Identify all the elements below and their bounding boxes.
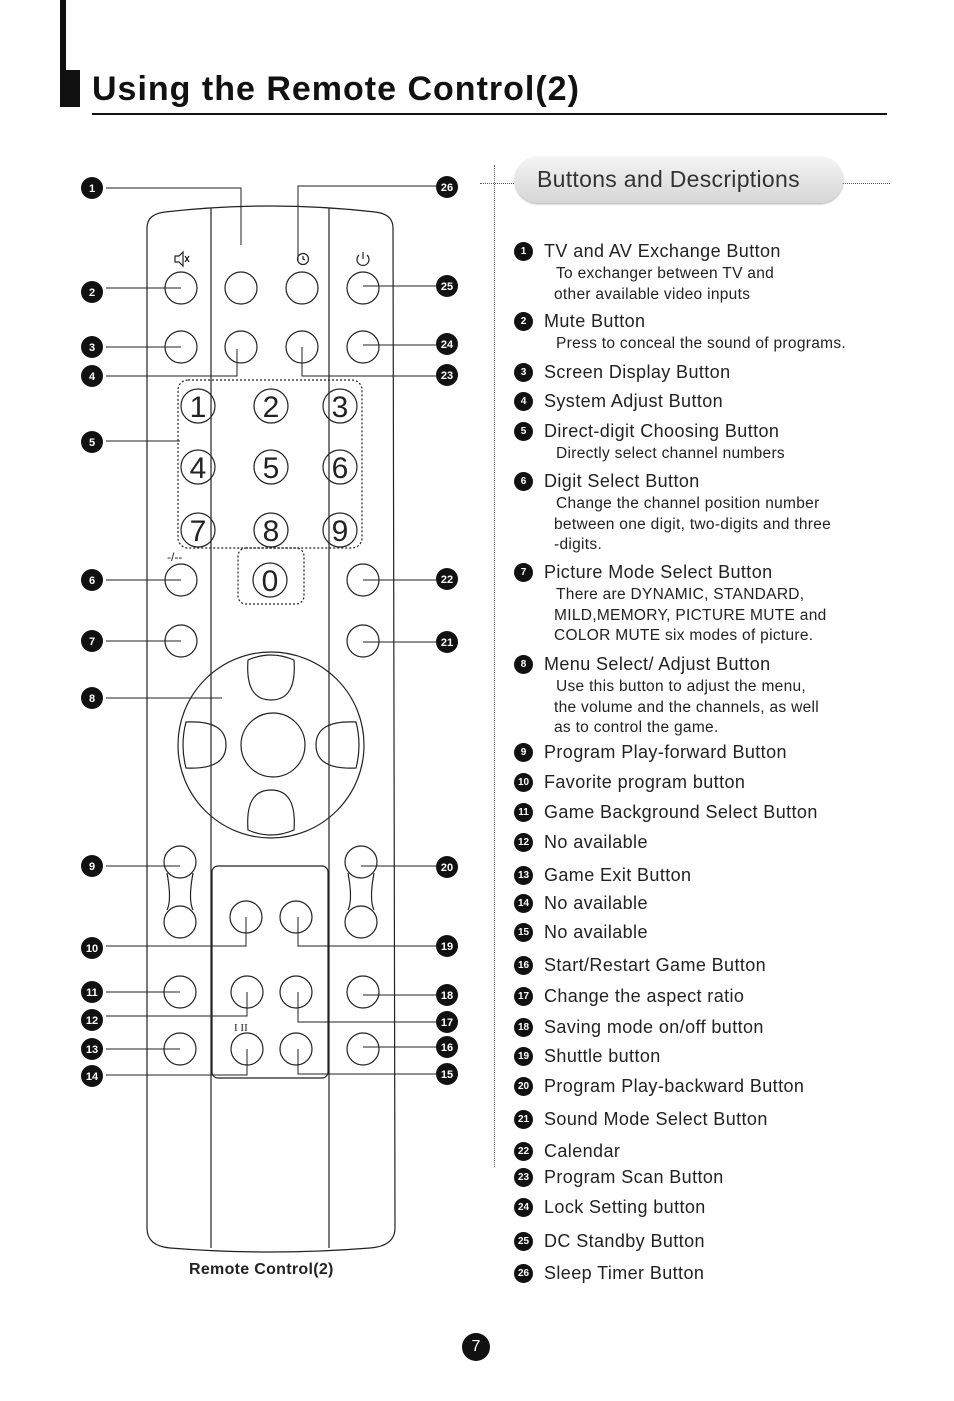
- description-number-17: 17: [514, 987, 533, 1006]
- description-text-5: Directly select channel numbers: [556, 445, 785, 462]
- callout-label-20: 20: [440, 862, 454, 874]
- navigation-disk: [178, 652, 364, 838]
- description-number-19: 19: [514, 1047, 533, 1066]
- saving-mode-button: [347, 976, 379, 1008]
- navigation-up-button: [248, 655, 295, 700]
- callout-label-8: 8: [88, 693, 96, 705]
- description-number-3: 3: [514, 363, 533, 382]
- description-text-1: To exchanger between TV and: [556, 265, 775, 282]
- digit-label-7: 7: [189, 515, 207, 548]
- description-title-24: Lock Setting button: [544, 1197, 706, 1217]
- description-title-26: Sleep Timer Button: [544, 1263, 705, 1283]
- callout-leaders: [106, 186, 436, 1075]
- system-adjust-button: [225, 331, 257, 363]
- callout-markers: [81, 176, 458, 1087]
- description-number-11: 11: [514, 803, 533, 822]
- digit-label-4: 4: [189, 452, 207, 485]
- aspect-ratio-button: [280, 976, 312, 1008]
- clock-icon-hands: [303, 256, 305, 260]
- description-number-12: 12: [514, 833, 533, 852]
- description-title-4: System Adjust Button: [544, 391, 724, 411]
- navigation-down-button: [248, 790, 295, 835]
- description-text-6: -digits.: [554, 536, 603, 553]
- digit-label-1: 1: [189, 391, 207, 424]
- digit-label-8: 8: [262, 515, 280, 548]
- description-text-8: the volume and the channels, as well: [554, 698, 819, 716]
- callout-label-15: 15: [440, 1069, 454, 1081]
- description-title-1: TV and AV Exchange Button: [544, 241, 781, 261]
- description-text-7: MILD,MEMORY, PICTURE MUTE and: [554, 606, 827, 624]
- rocker-right-line-a: [348, 873, 351, 910]
- digit-label-0: 0: [261, 565, 279, 598]
- description-title-16: Start/Restart Game Button: [544, 955, 767, 975]
- description-number-18: 18: [514, 1018, 533, 1037]
- callout-label-1: 1: [88, 183, 96, 195]
- page-number: 7: [462, 1333, 490, 1361]
- description-number-6: 6: [514, 472, 533, 491]
- description-number-20: 20: [514, 1077, 533, 1096]
- lock-setting-button: [347, 331, 379, 363]
- sound-mode-button: [347, 625, 379, 657]
- callout-label-19: 19: [440, 941, 454, 953]
- description-text-6: Change the channel position number: [556, 495, 820, 512]
- description-title-9: Program Play-forward Button: [544, 742, 787, 762]
- description-title-3: Screen Display Button: [544, 362, 731, 382]
- digit-keypad: [181, 389, 357, 598]
- digit-label-3: 3: [331, 391, 349, 424]
- section-title: Buttons and Descriptions: [537, 166, 800, 192]
- description-number-25: 25: [514, 1232, 533, 1251]
- navigation-center-button: [241, 713, 305, 777]
- callout-label-2: 2: [88, 287, 96, 299]
- lower-panel: [212, 866, 328, 1078]
- description-text-8: as to control the game.: [554, 719, 719, 736]
- description-number-15: 15: [514, 923, 533, 942]
- description-title-6: Digit Select Button: [544, 471, 700, 491]
- callout-label-22: 22: [440, 574, 454, 586]
- digit-label-9: 9: [331, 515, 349, 548]
- description-text-1: other available video inputs: [554, 285, 751, 303]
- remote-caption: Remote Control(2): [189, 1261, 334, 1278]
- tv-av-button: [225, 272, 257, 304]
- description-title-21: Sound Mode Select Button: [544, 1109, 768, 1129]
- callout-label-12: 12: [85, 1015, 99, 1027]
- callout-label-6: 6: [88, 575, 96, 587]
- digit-label-5: 5: [262, 452, 280, 485]
- description-number-16: 16: [514, 956, 533, 975]
- callout-label-5: 5: [88, 437, 96, 449]
- callout-label-24: 24: [440, 339, 454, 351]
- description-title-15: No available: [544, 922, 648, 942]
- play-forward-lower-button: [164, 906, 196, 938]
- callout-label-4: 4: [88, 371, 96, 383]
- description-title-25: DC Standby Button: [544, 1231, 705, 1251]
- column-divider: [494, 165, 495, 1167]
- header-dots-right: [842, 183, 890, 184]
- callout-label-18: 18: [440, 990, 454, 1002]
- description-title-8: Menu Select/ Adjust Button: [544, 654, 771, 674]
- callout-label-26: 26: [440, 182, 454, 194]
- description-title-14: No available: [544, 893, 648, 913]
- page-title: Using the Remote Control(2): [92, 70, 580, 108]
- description-title-11: Game Background Select Button: [544, 802, 818, 822]
- description-text-6: between one digit, two-digits and three: [554, 515, 832, 533]
- description-number-9: 9: [514, 743, 533, 762]
- callout-label-14: 14: [85, 1071, 99, 1083]
- description-number-26: 26: [514, 1264, 533, 1283]
- no-available-15-button: [347, 1033, 379, 1065]
- description-title-10: Favorite program button: [544, 772, 746, 792]
- callout-label-25: 25: [440, 281, 454, 293]
- callout-label-7: 7: [88, 636, 96, 648]
- remote-control-illustration: [0, 0, 494, 1300]
- description-number-14: 14: [514, 894, 533, 913]
- rocker-left-line-a: [167, 873, 170, 910]
- description-number-5: 5: [514, 422, 533, 441]
- description-number-10: 10: [514, 773, 533, 792]
- description-title-20: Program Play-backward Button: [544, 1076, 805, 1096]
- standby-button: [347, 272, 379, 304]
- description-text-8: Use this button to adjust the menu,: [556, 678, 807, 695]
- description-title-19: Shuttle button: [544, 1046, 661, 1066]
- start-game-button: [280, 1033, 312, 1065]
- description-title-23: Program Scan Button: [544, 1167, 724, 1187]
- description-number-13: 13: [514, 866, 533, 885]
- rocker-right-line-b: [372, 873, 375, 910]
- callout-label-16: 16: [440, 1042, 454, 1054]
- rocker-left-line-b: [191, 873, 194, 910]
- description-text-7: There are DYNAMIC, STANDARD,: [556, 586, 805, 603]
- description-title-17: Change the aspect ratio: [544, 986, 745, 1006]
- mute-icon: [175, 252, 183, 266]
- navigation-left-button: [183, 722, 226, 768]
- description-title-7: Picture Mode Select Button: [544, 562, 773, 582]
- description-number-23: 23: [514, 1168, 533, 1187]
- description-text-7: COLOR MUTE six modes of picture.: [554, 627, 814, 644]
- description-number-8: 8: [514, 655, 533, 674]
- description-number-7: 7: [514, 563, 533, 582]
- description-number-22: 22: [514, 1142, 533, 1161]
- digit-label-6: 6: [331, 452, 349, 485]
- callout-label-10: 10: [85, 943, 99, 955]
- description-number-1: 1: [514, 242, 533, 261]
- callout-label-11: 11: [86, 987, 98, 999]
- description-title-13: Game Exit Button: [544, 865, 692, 885]
- description-number-21: 21: [514, 1110, 533, 1129]
- description-title-5: Direct-digit Choosing Button: [544, 421, 780, 441]
- description-title-2: Mute Button: [544, 311, 646, 331]
- description-title-22: Calendar: [544, 1141, 621, 1161]
- description-number-2: 2: [514, 312, 533, 331]
- description-number-24: 24: [514, 1198, 533, 1217]
- shuttle-button: [280, 901, 312, 933]
- callout-label-21: 21: [440, 637, 454, 649]
- digit-label-2: 2: [262, 391, 280, 424]
- description-text-2: Press to conceal the sound of programs.: [556, 335, 846, 352]
- callout-label-3: 3: [88, 342, 96, 354]
- callout-label-9: 9: [88, 861, 96, 873]
- sound-mark: I II: [234, 1022, 248, 1034]
- callout-label-13: 13: [85, 1044, 99, 1056]
- navigation-right-button: [316, 722, 359, 768]
- digit-select-mark: -/--: [167, 550, 183, 564]
- description-title-12: No available: [544, 832, 648, 852]
- description-number-4: 4: [514, 392, 533, 411]
- play-backward-button: [345, 846, 377, 878]
- description-title-18: Saving mode on/off button: [544, 1017, 764, 1037]
- sleep-timer-button: [286, 272, 318, 304]
- play-forward-button: [164, 846, 196, 878]
- callout-label-23: 23: [440, 370, 454, 382]
- header-dots-left: [480, 183, 514, 184]
- callout-label-17: 17: [440, 1017, 454, 1029]
- play-backward-lower-button: [345, 906, 377, 938]
